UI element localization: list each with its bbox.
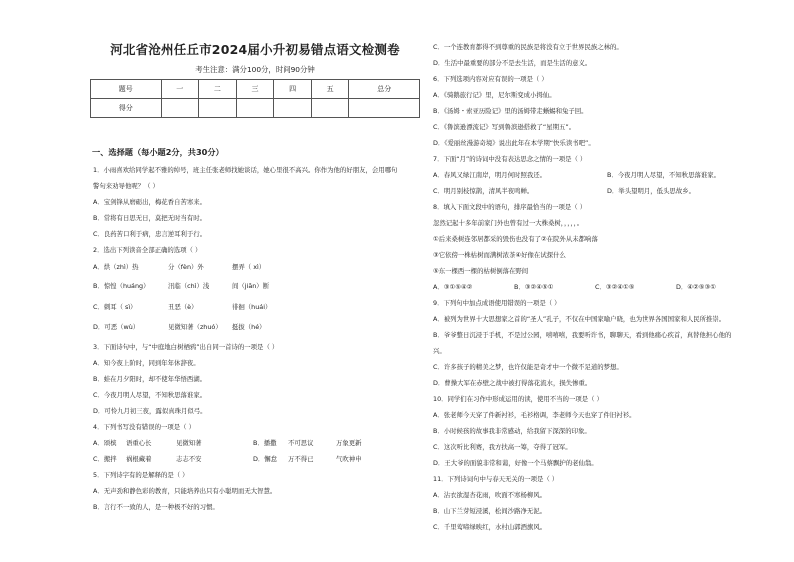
score-header-cell: 五 <box>311 80 349 99</box>
exam-notice: 考生注意：满分100分，时间90分钟 <box>195 65 315 74</box>
question-text: 5．下列诗字有的是解释的是（ ） <box>93 471 189 479</box>
option-text: D．懈怠 <box>253 455 278 463</box>
option-text: C．《鲁滨逊漂流记》写到鲁滨逊搭救了“星期五”。 <box>433 123 576 131</box>
option-text: 分（fèn）外 <box>168 263 204 271</box>
question-text: 11．下列诗词句中与春天无关的一项是（ ） <box>433 475 559 483</box>
option-text: B．小时候孩的故事我非常感动，给我留下深深的印象。 <box>433 427 591 435</box>
option-text: D．《爱丽丝漫游奇境》说出此年在本学期“快乐读书吧”。 <box>433 139 595 147</box>
score-header-cell: 四 <box>274 80 312 99</box>
option-text: A．烘（zhì）热 <box>93 263 139 271</box>
option-text: 摆弄（ xì） <box>232 263 266 271</box>
score-header-cell: 一 <box>161 80 199 99</box>
score-cell[interactable] <box>349 99 420 118</box>
option-text: A．春风又绿江南岸，明月何时照我还。 <box>433 171 547 179</box>
page-title: 河北省沧州任丘市2024届小升初易错点语文检测卷 <box>110 42 400 57</box>
option-text: C．今夜月明人尽望，不知秋思落谁家。 <box>93 391 207 399</box>
option-text: B．《汤姆・索亚历险记》里的汤姆带走蜥蜴和兔子回。 <box>433 107 588 115</box>
option-text: 万不得已 <box>288 455 314 463</box>
score-cell[interactable] <box>311 99 349 118</box>
option-text: C．搬拌 <box>93 455 117 463</box>
option-text: 见微知著（zhuó） <box>168 323 222 331</box>
option-text: A．沾衣欲湿杏花雨，吹面不寒杨柳风。 <box>433 491 547 499</box>
option-text: B．今夜月明人尽望，不知秋思落谁家。 <box>607 171 721 179</box>
option-text: A．张老师今天穿了件新衬衫，毛衫格调，李老师今天也穿了件旧衬衫。 <box>433 411 636 419</box>
option-text: B．山下兰芽短浸溪，松间沙路净无泥。 <box>433 507 547 515</box>
option-text: A．被列为世界十大思想家之首的“圣人”孔子，不仅在中国家喻户晓，也为世界各国国家和人民所推崇。 <box>433 315 726 323</box>
option-text: 语重心长 <box>126 439 152 447</box>
question-text: 1．小雨喜欢给同学起不雅的绰号，班主任张老师找她谈话，她心里很不高兴。你作为他的好朋友，会用哪句 <box>93 166 398 174</box>
score-header-cell: 总分 <box>349 80 420 99</box>
option-text: D．生活中最重要的部分不是去生活，而是生活的意义。 <box>433 59 592 67</box>
option-text: C．③②④①⑤ <box>595 283 635 291</box>
option-text: 气吹神申 <box>336 455 362 463</box>
option-text: 万象更新 <box>336 439 362 447</box>
option-text: C．明月别枝惊鹊，清风半夜鸣蝉。 <box>433 187 534 195</box>
option-text: B．惊惶（huáng） <box>93 282 150 290</box>
question-text: 6．下列选项内容对应有误的一项是（ ） <box>433 75 548 83</box>
passage-text: ⑤东一棵西一棵的枯树倒落在野间 <box>433 267 529 275</box>
section-heading: 一、选择题（每小题2分，共30分） <box>92 147 224 157</box>
option-text: 间（jiān）断 <box>232 282 270 290</box>
question-text: 2．选出下列读音全部正确的选项（ ） <box>93 246 202 254</box>
option-text: 见微知著 <box>176 439 202 447</box>
option-text: C．刺耳（ sì） <box>93 303 137 311</box>
option-text: A．《骑鹅旅行记》里，尼尔斯变成小拇仙。 <box>433 91 556 99</box>
option-text: A．无声劲和静色彩的教育，只能培养出只有小聪明而无大智慧。 <box>93 487 277 495</box>
option-text: D．王大爷的面貌非常和蔼，好像一个马蔡飘护的老仙翁。 <box>433 459 598 467</box>
option-text: 兴。 <box>433 347 446 355</box>
question-text: 7．下面“月”的诗词中没有表达思念之情的一项是（ ） <box>433 155 587 163</box>
score-header-cell: 三 <box>236 80 274 99</box>
score-header-cell: 二 <box>199 80 237 99</box>
score-row <box>91 99 420 118</box>
option-text: D．曹操大军在赤壁之战中被打得落花流水，损失惨重。 <box>433 379 592 387</box>
score-cell[interactable] <box>274 99 312 118</box>
question-text: 9．下列句中加点成语使用错误的一项是（ ） <box>433 299 561 307</box>
option-text: C．一个连教育都得不到尊重的民族是将没有立于世界民族之林的。 <box>433 43 623 51</box>
option-text: A．颂槟 <box>93 439 117 447</box>
score-table <box>90 79 420 118</box>
question-text: 10．同学们在习作中形成运用的读，使用不当的一项是（ ） <box>433 395 603 403</box>
passage-text: 忽然记起十多年前家门外也曾有过一大株桑树，，，，，。 <box>433 219 584 227</box>
option-text: 徘徊（huái） <box>232 303 272 311</box>
option-text: 丑恶（è） <box>168 303 198 311</box>
option-text: 祸根藏着 <box>126 455 152 463</box>
score-header-cell: 题号 <box>91 80 162 99</box>
option-text: C．这次听比利赛，我方扶高一筹，夺得了冠军。 <box>433 443 572 451</box>
option-text: 挺拔（hé） <box>232 323 266 331</box>
option-text: C．千里莺啼绿映红，水村山郭酒旗风。 <box>433 523 547 531</box>
option-text: A．知今夜上阶时，同到年年休辞夜。 <box>93 359 200 367</box>
option-text: 志志不安 <box>176 455 202 463</box>
option-text: B．播撒 <box>253 439 277 447</box>
question-text: 8．填入下面文段中的语句，排序最恰当的一项是（ ） <box>433 203 587 211</box>
score-header-row <box>91 80 420 99</box>
option-text: A．③①⑤④② <box>433 283 473 291</box>
passage-text: ①后来桑树连邻居都采的毁伤也没有了②在院外从未都响落 <box>433 235 598 243</box>
option-text: D．举头望明月，低头思故乡。 <box>607 187 695 195</box>
option-text: B．蛙在月夕阳时，却不使年华悟西湖。 <box>93 375 207 383</box>
question-text: 4．下列书写没有错误的一项是（ ） <box>93 423 195 431</box>
question-text: 警句来劝导他呢？（ ） <box>93 182 159 190</box>
option-text: B．常将有日思无日，莫把无时当有时。 <box>93 214 207 222</box>
option-text: A．宝剑锋从磨砺出，梅花香自苦寒来。 <box>93 198 207 206</box>
score-row-label: 得分 <box>91 99 162 118</box>
score-cell[interactable] <box>161 99 199 118</box>
option-text: D．④②⑤③① <box>676 283 716 291</box>
option-text: B．言行不一致的人，是一种极不好的习惯。 <box>93 503 219 511</box>
passage-text: ③它依傍一株枯树而满树浓茶④好像在试探什么 <box>433 251 566 259</box>
option-text: B．③②④⑤① <box>514 283 554 291</box>
score-cell[interactable] <box>199 99 237 118</box>
option-text: 不可思议 <box>288 439 314 447</box>
option-text: D．可恶（wù） <box>93 323 140 331</box>
question-text: 3．下面诗句中，与“中庭地白树栖鸦”出自同一首诗的一项是（ ） <box>93 343 279 351</box>
score-cell[interactable] <box>236 99 274 118</box>
option-text: 汛临（chì）浅 <box>168 282 210 290</box>
option-text: C．良药苦口利于病，忠言逆耳利于行。 <box>93 230 207 238</box>
option-text: D．可怜九月初三夜，露似真珠月似弓。 <box>93 407 207 415</box>
option-text: C．许多孩子的精美之梦，也许仅能是奇才中一个微不足道的梦想。 <box>433 363 623 371</box>
option-text: B．爷爷整日沉浸于手机，不是过公园，嘻嘻嘻，我要听许书，聊聊天，看到他痛心疾首，真替他担心他的 <box>433 331 732 339</box>
